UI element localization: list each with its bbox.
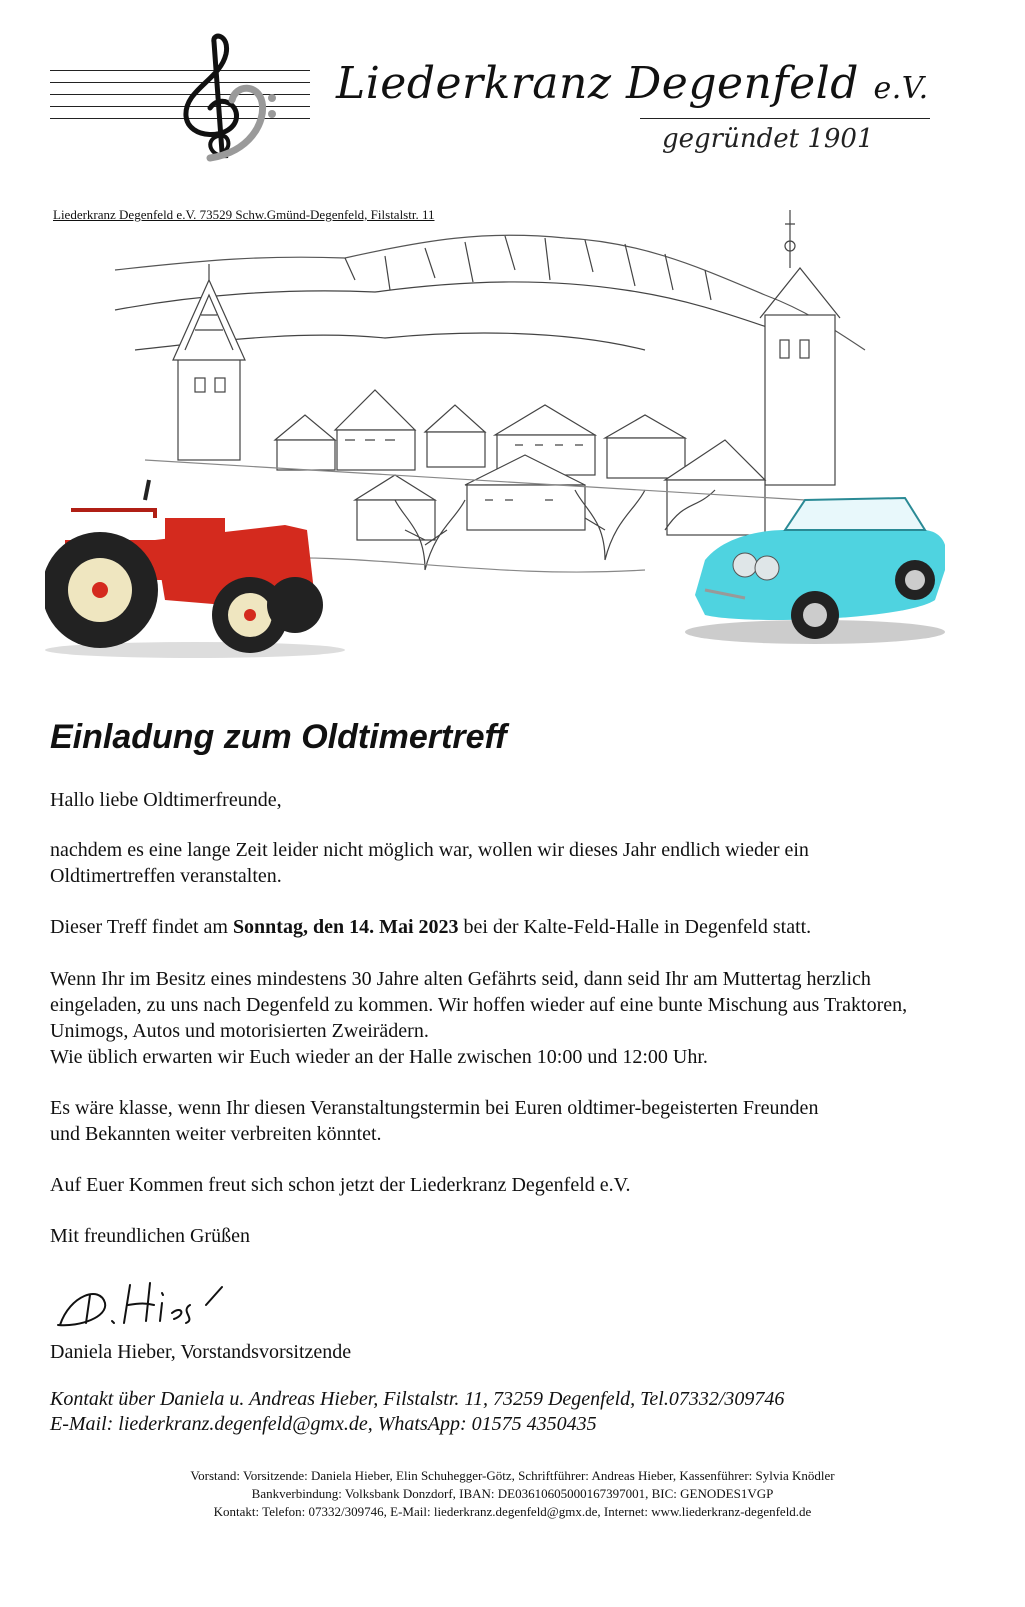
paragraph-details — [50, 966, 920, 1070]
footer-bank: Bankverbindung: Volksbank Donzdorf, IBAN: DE03610605000167397001, BIC: GENODES1VGP — [251, 1486, 774, 1501]
paragraph-share: Es wäre klasse, wenn Ihr diesen Veranstaltungstermin bei Euren oldtimer-begeisterten Freunden und Bekannten weiter verbreiten könntet. — [50, 1097, 819, 1145]
handwritten-signature — [50, 1275, 240, 1335]
founded-year: gegründet 1901 — [662, 124, 874, 154]
footer-board: Vorstand: Vorsitzende: Daniela Hieber, Elin Schuhegger-Götz, Schriftführer: Andreas Hieber, Kassenführer: Sylvia Knödler — [190, 1468, 835, 1483]
signer-name: Daniela Hieber, Vorstandsvorsitzende — [50, 1341, 352, 1363]
closing-phrase: Mit freundlichen Grüßen — [50, 1225, 250, 1247]
village-sketch — [115, 210, 865, 572]
club-name: Liederkranz Degenfeld e.V. — [330, 58, 935, 109]
paragraph-intro: nachdem es eine lange Zeit leider nicht möglich war, wollen wir dieses Jahr endlich wieder ein Oldtimertreffen veranstalten. — [50, 839, 809, 887]
paragraph-closing-note: Auf Euer Kommen freut sich schon jetzt der Liederkranz Degenfeld e.V. — [50, 1174, 631, 1196]
contact-address: Kontakt über Daniela u. Andreas Hieber, Filstalstr. 11, 73259 Degenfeld, Tel.07332/309746 — [50, 1388, 785, 1410]
greeting: Hallo liebe Oldtimerfreunde, — [50, 789, 282, 811]
contact-block — [50, 1387, 784, 1437]
date-text-before: Dieser Treff findet am — [50, 916, 233, 938]
paragraph-date — [50, 914, 930, 940]
letterhead — [50, 28, 930, 178]
invitation-title: Einladung zum Oldtimertreff — [50, 718, 507, 756]
contact-email: E-Mail: liederkranz.degenfeld@gmx.de, WhatsApp: 01575 4350435 — [50, 1413, 597, 1435]
return-address: Liederkranz Degenfeld e.V. 73529 Schw.Gmünd-Degenfeld, Filstalstr. 11 — [53, 207, 435, 222]
club-suffix: e.V. — [873, 71, 929, 106]
details-time: Wie üblich erwarten wir Euch wieder an der Halle zwischen 10:00 und 12:00 Uhr. — [50, 1046, 708, 1068]
footer — [0, 1467, 1025, 1521]
red-tractor — [45, 480, 345, 658]
village-illustration — [45, 200, 945, 670]
event-date: Sonntag, den 14. Mai 2023 — [232, 916, 459, 938]
details-text: Wenn Ihr im Besitz eines mindestens 30 Jahre alten Gefährts seid, dann seid Ihr am Muttertag herzlich eingeladen, zu uns nach Degenfeld zu kommen. Wir hoffen wieder auf eine bunte Mischung aus Traktoren, Unimogs, Autos und motorisierten Zweirädern. — [50, 968, 908, 1042]
footer-contact: Kontakt: Telefon: 07332/309746, E-Mail: liederkranz.degenfeld@gmx.de, Internet: www.liederkranz-degenfeld.de — [213, 1504, 812, 1519]
treble-bass-clef-icon — [170, 32, 280, 167]
date-text-after: bei der Kalte-Feld-Halle in Degenfeld statt. — [458, 916, 812, 938]
